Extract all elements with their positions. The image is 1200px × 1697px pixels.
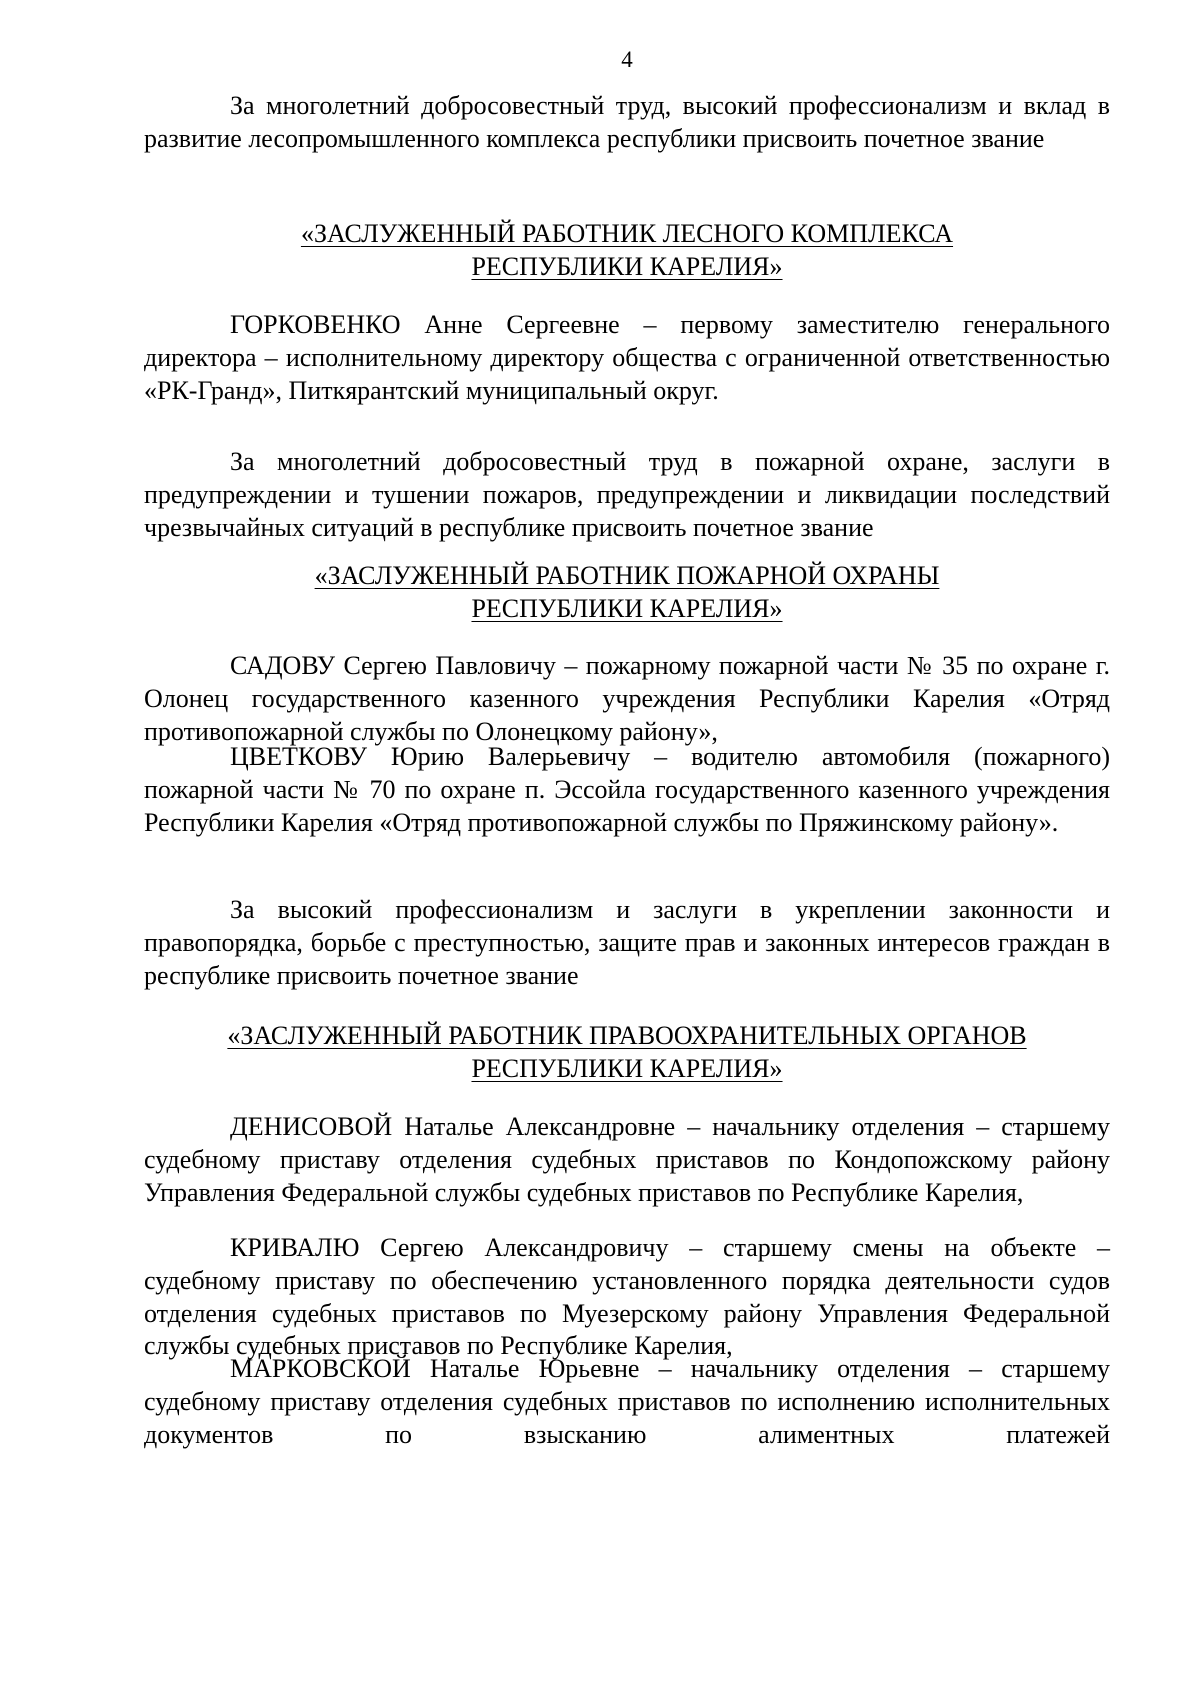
award-title-line: «ЗАСЛУЖЕННЫЙ РАБОТНИК ПОЖАРНОЙ ОХРАНЫ	[314, 561, 940, 590]
award-title-line: РЕСПУБЛИКИ КАРЕЛИЯ»	[471, 594, 783, 623]
awardee-paragraph: КРИВАЛЮ Сергею Александровичу – старшему смены на объекте – судебному приставу по обеспечению установленного порядка деятельности судов отделения судебных приставов по Муезерскому району Управления Федеральной службы судебных приставов по Республике Карелия,	[144, 1233, 1110, 1361]
award-title-line: «ЗАСЛУЖЕННЫЙ РАБОТНИК ПРАВООХРАНИТЕЛЬНЫХ ОРГАНОВ	[227, 1021, 1027, 1050]
awardee-paragraph: САДОВУ Сергею Павловичу – пожарному пожарной части № 35 по охране г. Олонец государственного казенного учреждения Республики Карелия «Отряд противопожарной службы по Олонецкому району»,	[144, 651, 1110, 746]
awardee-paragraph: ДЕНИСОВОЙ Наталье Александровне – начальнику отделения – старшему судебному приставу отделения судебных приставов по Кондопожскому району Управления Федеральной службы судебных приставов по Республике Карелия,	[144, 1112, 1110, 1207]
awardee-paragraph: ГОРКОВЕНКО Анне Сергеевне – первому заместителю генерального директора – исполнительному директору общества с ограниченной ответственностью «РК-Гранд», Питкярантский муниципальный округ.	[144, 310, 1110, 405]
page-number: 4	[621, 47, 633, 72]
award-title-line: «ЗАСЛУЖЕННЫЙ РАБОТНИК ЛЕСНОГО КОМПЛЕКСА	[300, 219, 954, 248]
awardee-paragraph: ЦВЕТКОВУ Юрию Валерьевичу – водителю автомобиля (пожарного) пожарной части № 70 по охране п. Эссойла государственного казенного учреждения Республики Карелия «Отряд противопожарной службы по Пряжинскому району».	[144, 742, 1110, 837]
award-title-line: РЕСПУБЛИКИ КАРЕЛИЯ»	[471, 1054, 783, 1083]
section-intro: За многолетний добросовестный труд в пожарной охране, заслуги в предупреждении и тушении пожаров, предупреждении и ликвидации последствий чрезвычайных ситуаций в республике присвоить почетное звание	[144, 447, 1110, 542]
section-intro: За высокий профессионализм и заслуги в укреплении законности и правопорядка, борьбе с преступностью, защите прав и законных интересов граждан в республике присвоить почетное звание	[144, 895, 1110, 990]
award-title-line: РЕСПУБЛИКИ КАРЕЛИЯ»	[471, 252, 783, 281]
awardee-paragraph: МАРКОВСКОЙ Наталье Юрьевне – начальнику отделения – старшему судебному приставу отделения судебных приставов по исполнению исполнительных документов по взысканию алиментных платежей	[144, 1354, 1110, 1449]
section-intro: За многолетний добросовестный труд, высокий профессионализм и вклад в развитие лесопромышленного комплекса республики присвоить почетное звание	[144, 91, 1110, 153]
